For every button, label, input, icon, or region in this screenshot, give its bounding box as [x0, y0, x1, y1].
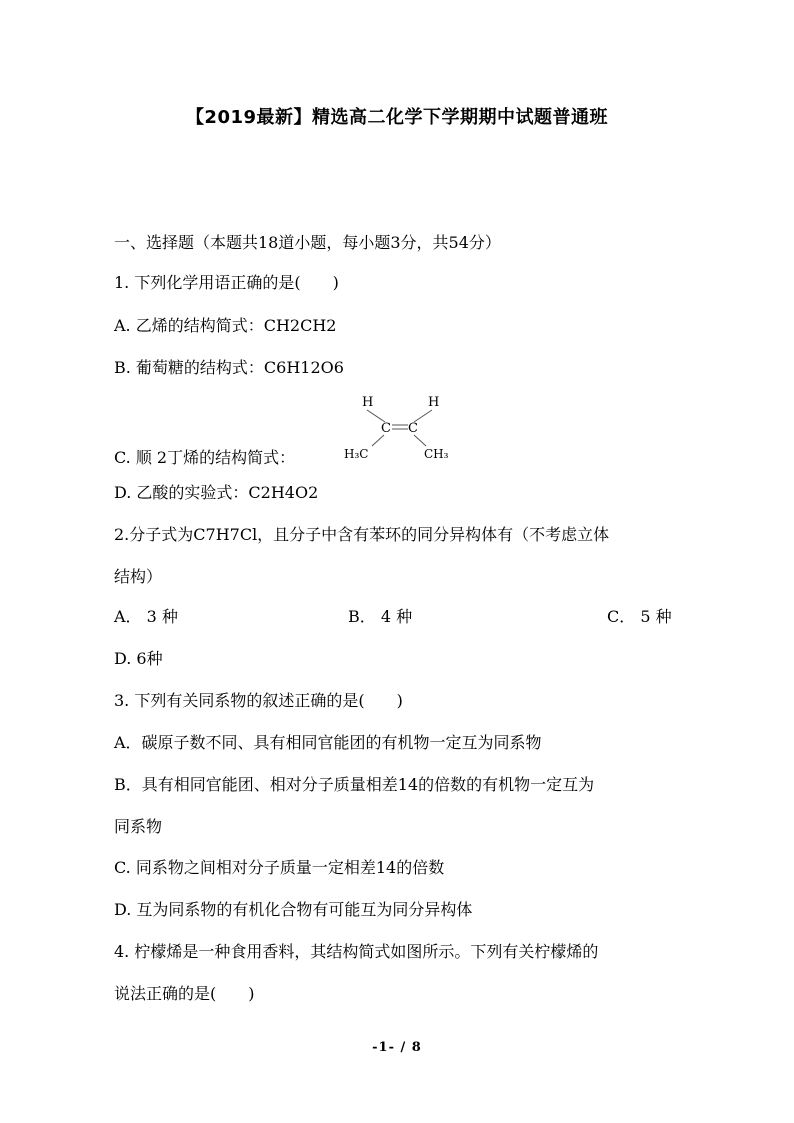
question-3-stem: 3. 下列有关同系物的叙述正确的是( ): [114, 691, 403, 710]
mol-ch3-right: CH₃: [424, 447, 449, 461]
question-1-stem: 1. 下列化学用语正确的是( ): [114, 273, 339, 292]
question-1-option-b: B. 葡萄糖的结构式：C6H12O6: [114, 358, 344, 377]
mol-h-right: H: [428, 395, 440, 410]
mol-h-left: H: [362, 395, 374, 410]
question-2-stem-line-2: 结构）: [114, 567, 163, 586]
question-2-stem-line-1: 2.分子式为C7H7Cl，且分子中含有苯环的同分异构体有（不考虑立体: [114, 525, 610, 544]
question-4-stem-line-1: 4. 柠檬烯是一种食用香料，其结构简式如图所示。下列有关柠檬烯的: [114, 942, 599, 961]
question-1-option-a: A. 乙烯的结构简式：CH2CH2: [114, 316, 337, 335]
question-2-option-b: B． 4 种: [348, 607, 413, 626]
question-3-option-b-line-2: 同系物: [114, 817, 163, 836]
question-2-option-d: D. 6种: [114, 649, 163, 668]
question-3-option-c: C. 同系物之间相对分子质量一定相差14的倍数: [114, 858, 445, 877]
question-2-option-c: C． 5 种: [607, 607, 672, 626]
mol-c-right: C: [408, 421, 418, 436]
mol-ch3-left: H₃C: [344, 447, 369, 461]
section-heading: 一、选择题（本题共18道小题，每小题3分，共54分）: [114, 233, 501, 252]
mol-c-left: C: [381, 421, 391, 436]
cis-2-butene-structure: [340, 392, 460, 464]
question-1-option-c: C. 顺 2丁烯的结构简式：: [114, 448, 296, 467]
question-3-option-d: D. 互为同系物的有机化合物有可能互为同分异构体: [114, 900, 473, 919]
question-2-option-a: A． 3 种: [114, 607, 178, 626]
question-3-option-b-line-1: B．具有相同官能团、相对分子质量相差14的倍数的有机物一定互为: [114, 775, 595, 794]
page-number: -1- / 8: [372, 1040, 422, 1055]
document-title: 【2019最新】精选高二化学下学期期中试题普通班: [185, 107, 609, 128]
question-4-stem-line-2: 说法正确的是( ): [114, 984, 255, 1003]
question-1-option-d: D. 乙酸的实验式：C2H4O2: [114, 483, 319, 502]
question-3-option-a: A．碳原子数不同、具有相同官能团的有机物一定互为同系物: [114, 733, 542, 752]
